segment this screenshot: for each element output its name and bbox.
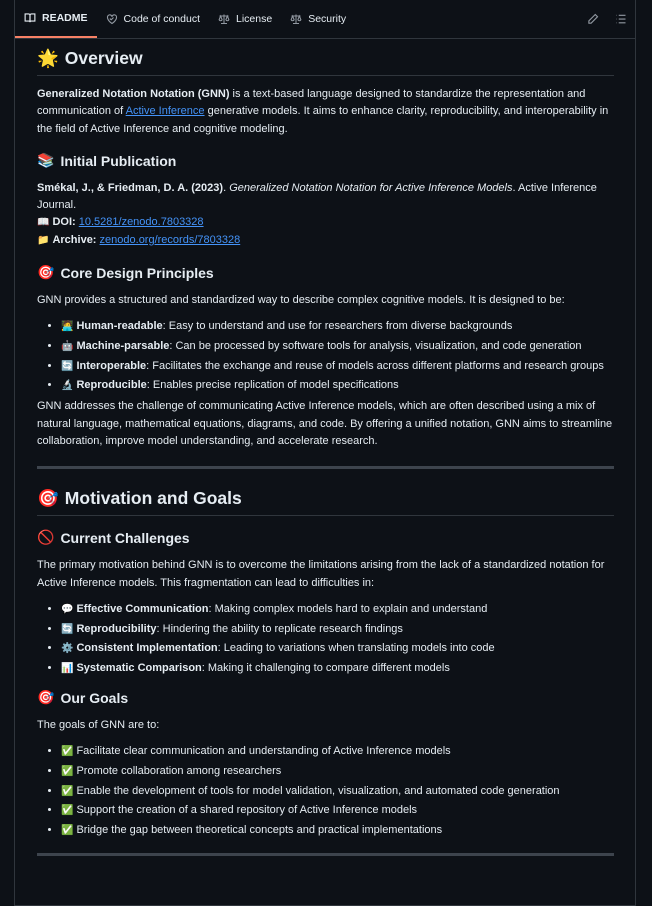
list-item: [61, 621, 614, 638]
motivation-heading: [37, 469, 614, 516]
law-icon: [290, 13, 302, 25]
tab-code-of-conduct[interactable]: [97, 0, 209, 38]
doi-label: DOI:: [52, 216, 76, 229]
overview-paragraph: [37, 86, 614, 138]
section-divider: [37, 853, 614, 856]
item-bold: Systematic Comparison: [76, 661, 202, 674]
challenges-heading: [37, 530, 614, 546]
check-icon: ✅: [61, 805, 74, 817]
archive-link[interactable]: zenodo.org/records/7803328: [99, 233, 241, 246]
book-icon: [24, 12, 36, 24]
item-text: : Making it challenging to compare different models: [201, 661, 450, 674]
item-text: : Making complex models hard to explain and understand: [208, 602, 488, 615]
gear-icon: ⚙️: [61, 643, 74, 655]
target-icon: 🎯: [37, 690, 55, 707]
list-icon[interactable]: [615, 13, 627, 25]
active-inference-link[interactable]: Active Inference: [125, 105, 205, 118]
item-bold: Reproducible: [76, 379, 147, 392]
arrows-icon: 🔄: [61, 623, 74, 635]
markdown-body: [15, 39, 635, 856]
heart-icon: [106, 13, 118, 25]
list-item: [61, 743, 614, 760]
check-icon: ✅: [61, 765, 74, 777]
tab-security-label: Security: [308, 13, 347, 25]
law-icon: [218, 13, 230, 25]
publication-heading: [37, 153, 614, 169]
pencil-icon[interactable]: [587, 13, 599, 25]
item-text: Facilitate clear communication and understanding of Active Inference models: [76, 745, 451, 758]
principles-title: Core Design Principles: [60, 265, 214, 282]
overview-heading: [37, 39, 614, 76]
item-text: : Can be processed by software tools for analysis, visualization, and code generation: [169, 339, 582, 352]
item-text: : Easy to understand and use for researchers from diverse backgrounds: [162, 320, 513, 333]
list-item: [61, 318, 614, 335]
principles-heading: [37, 265, 614, 281]
journal: . Active Inference Journal.: [37, 181, 597, 212]
item-bold: Human-readable: [76, 320, 163, 333]
check-icon: ✅: [61, 824, 74, 836]
item-text: Promote collaboration among researchers: [76, 764, 282, 777]
tab-readme[interactable]: [15, 0, 97, 38]
goals-intro: The goals of GNN are to:: [37, 719, 160, 732]
prohibited-icon: 🚫: [37, 530, 55, 547]
tab-code-of-conduct-label: Code of conduct: [123, 13, 200, 25]
publication-title: Initial Publication: [60, 152, 177, 169]
list-item: [61, 377, 614, 394]
target-icon: 🎯: [37, 265, 55, 282]
tab-license-label: License: [235, 13, 273, 25]
check-icon: ✅: [61, 785, 74, 797]
list-item: [61, 338, 614, 355]
gnn-bold: Generalized Notation Notation (GNN): [37, 88, 230, 100]
goals-title: Our Goals: [60, 690, 129, 707]
books-icon: 📚: [37, 152, 55, 169]
open-book-icon: 📖: [37, 217, 50, 229]
challenges-list: [37, 601, 614, 677]
list-item: [61, 822, 614, 839]
technologist-icon: 🧑‍💻: [61, 321, 74, 333]
arrows-icon: 🔄: [61, 360, 74, 372]
readme-panel: [14, 0, 636, 906]
publication-citation: [37, 180, 614, 249]
item-bold: Machine-parsable: [76, 339, 170, 352]
item-text: Enable the development of tools for model validation, visualization, and automated code generation: [76, 784, 560, 797]
principles-intro: GNN provides a structured and standardized way to describe complex cognitive models. It is designed to be:: [37, 294, 565, 307]
overview-title: Overview: [64, 48, 143, 68]
item-text: : Leading to variations when translating models into code: [217, 642, 495, 655]
list-item: [61, 763, 614, 780]
paper-title: Generalized Notation Notation for Active Inference Models: [229, 181, 513, 194]
authors: Smékal, J., & Friedman, D. A. (2023): [37, 181, 224, 194]
overview-text-1: is a text-based language designed to standardize the representation and communication of: [37, 88, 586, 118]
item-text: Bridge the gap between theoretical concepts and practical implementations: [76, 823, 443, 836]
target-icon: 🎯: [37, 488, 59, 509]
archive-label: Archive:: [52, 233, 97, 246]
item-text: Support the creation of a shared repository of Active Inference models: [76, 804, 418, 817]
list-item: [61, 802, 614, 819]
item-text: : Enables precise replication of model specifications: [146, 379, 399, 392]
list-item: [61, 640, 614, 657]
tab-license[interactable]: [209, 0, 281, 38]
item-text: : Hindering the ability to replicate research findings: [156, 622, 403, 635]
bar-chart-icon: 📊: [61, 662, 74, 674]
item-bold: Consistent Implementation: [76, 642, 218, 655]
item-text: : Facilitates the exchange and reuse of models across different platforms and research groups: [146, 359, 604, 372]
star-icon: 🌟: [37, 48, 59, 69]
item-bold: Reproducibility: [76, 622, 157, 635]
list-item: [61, 783, 614, 800]
doi-link[interactable]: 10.5281/zenodo.7803328: [78, 216, 204, 229]
list-item: [61, 660, 614, 677]
citation-sep: .: [223, 181, 230, 194]
challenges-title: Current Challenges: [60, 530, 190, 547]
speech-bubble-icon: 💬: [61, 603, 74, 615]
check-icon: ✅: [61, 746, 74, 758]
overview-text-2: generative models. It aims to enhance clarity, reproducibility, and interoperability in the field of Active Inference and cognitive modeling.: [37, 105, 609, 135]
tab-readme-label: README: [42, 12, 88, 24]
principles-outro: GNN addresses the challenge of communicating Active Inference models, which are often described using a mix of natural language, mathematical equations, diagrams, and code. By offering a unified notation, GNN aims to streamline collaboration, improve model understanding, and accelerate research.: [37, 400, 613, 448]
tab-bar: [15, 0, 635, 39]
list-item: [61, 358, 614, 375]
motivation-title: Motivation and Goals: [64, 488, 242, 509]
robot-icon: 🤖: [61, 340, 74, 352]
tab-security[interactable]: [281, 0, 355, 38]
principles-list: [37, 318, 614, 394]
list-item: [61, 601, 614, 618]
folder-icon: 📁: [37, 234, 50, 246]
goals-list: [37, 743, 614, 839]
challenges-intro: The primary motivation behind GNN is to overcome the limitations arising from the lack of a standardized notation for Active Inference models. This fragmentation can lead to difficulties in:: [37, 559, 605, 589]
microscope-icon: 🔬: [61, 380, 74, 392]
item-bold: Interoperable: [76, 359, 147, 372]
goals-heading: [37, 690, 614, 706]
item-bold: Effective Communication: [76, 602, 209, 615]
